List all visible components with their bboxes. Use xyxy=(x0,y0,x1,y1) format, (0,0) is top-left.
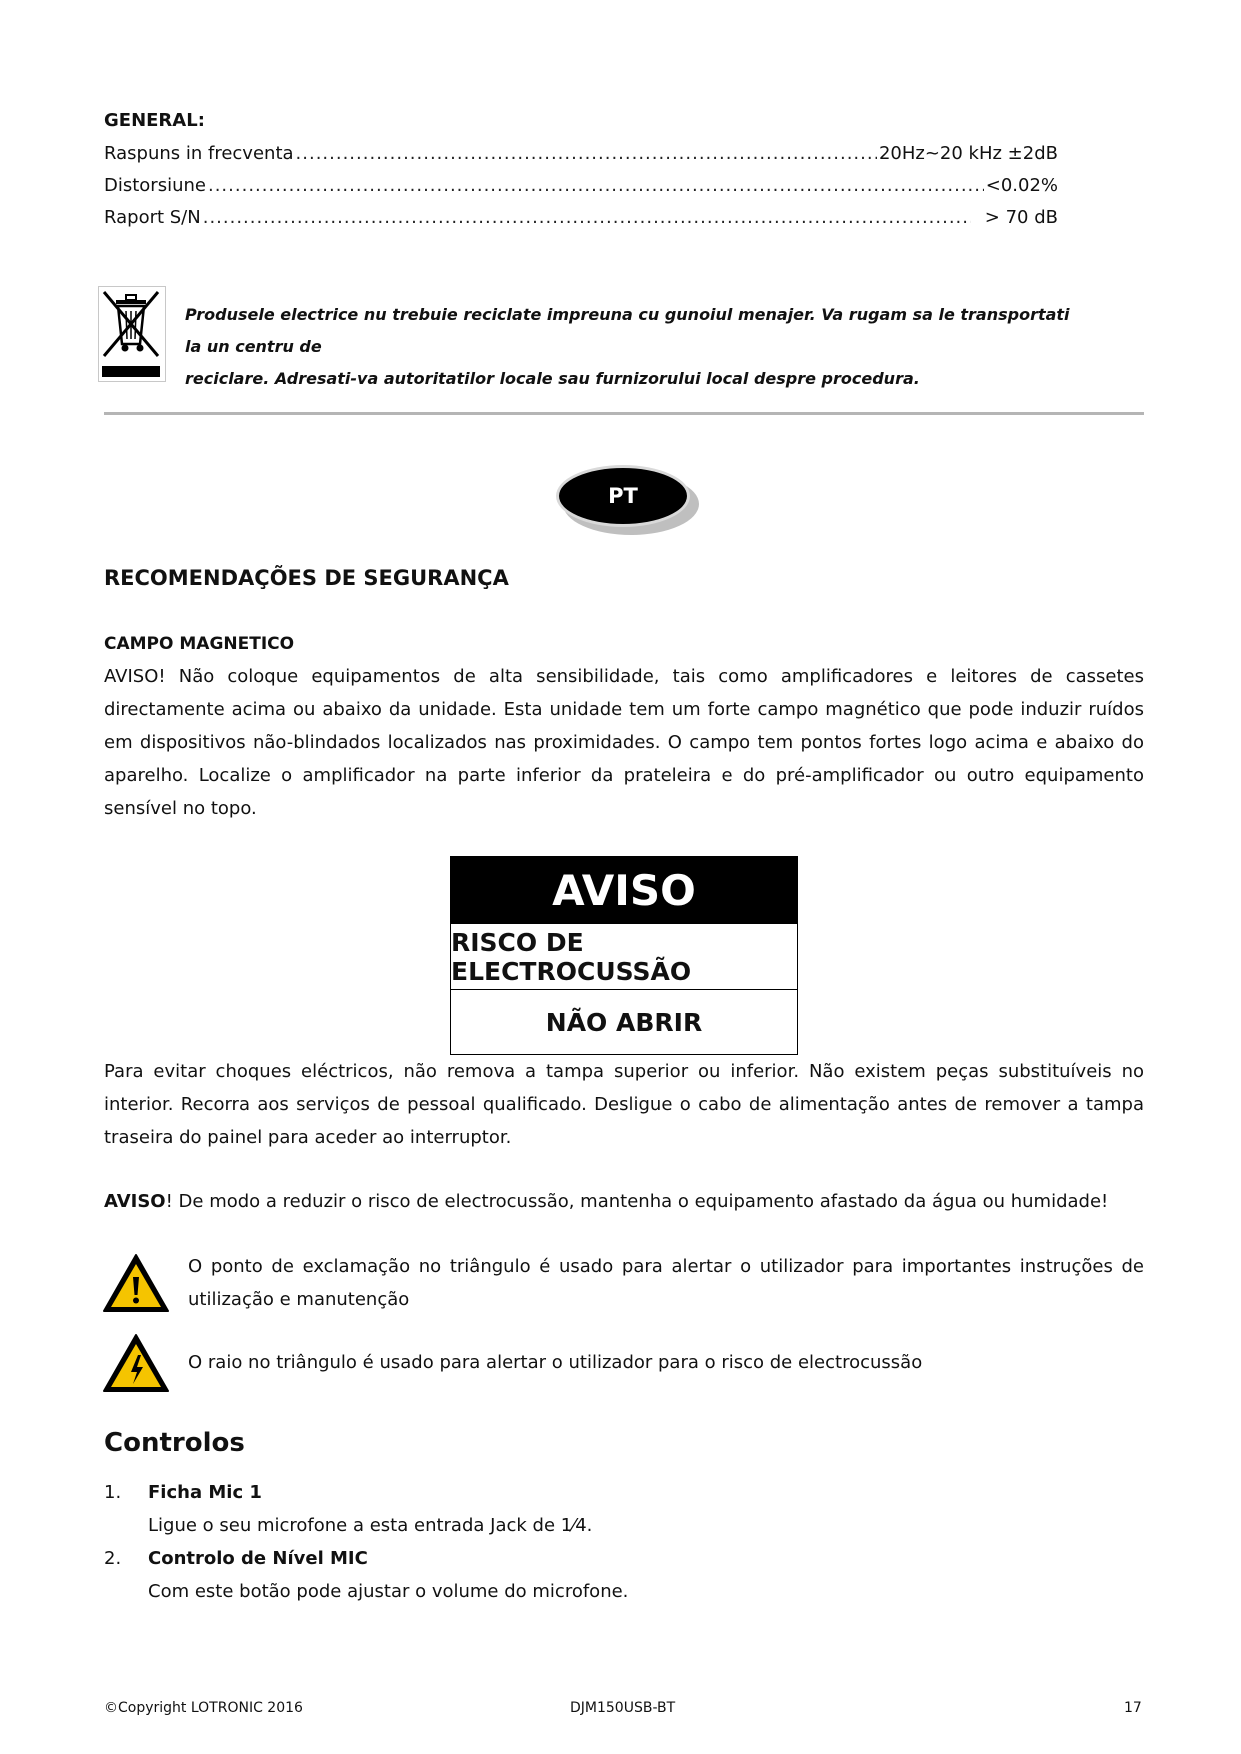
spec-row-snr xyxy=(104,201,1058,234)
warning-box-risk: RISCO DE ELECTROCUSSÃO xyxy=(451,923,797,989)
spec-value: > 70 dB xyxy=(984,207,1058,228)
spec-label: Distorsiune xyxy=(104,175,206,196)
spec-label: Raport S/N xyxy=(104,207,201,228)
footer-page-number: 17 xyxy=(1124,1700,1142,1716)
language-badge: PT xyxy=(556,465,690,527)
dot-leader xyxy=(296,137,877,170)
water-warning xyxy=(104,1185,1144,1218)
weee-bin-icon xyxy=(98,286,166,382)
magnetic-text: AVISO! Não coloque equipamentos de alta sensibilidade, tais como amplificadores e leitores de cassetes directamente acima ou abaixo da unidade. Esta unidade tem um forte campo magnético que pode induzir ruídos em dispositivos não-blindados localizados nas proximidades. O campo tem pontos fortes logo acima e abaixo do aparelho. Localize o amplificador na parte inferior da prateleira e do pré-amplificador ou outro equipamento sensível no topo. xyxy=(104,666,1144,819)
control-item-number: 2. xyxy=(104,1548,122,1569)
spec-label: Raspuns in frecventa xyxy=(104,143,294,164)
magnetic-heading: CAMPO MAGNETICO xyxy=(104,634,295,654)
spec-row-frequency xyxy=(104,137,1058,170)
control-item-number: 1. xyxy=(104,1482,122,1503)
control-item-title: Controlo de Nível MIC xyxy=(148,1548,368,1569)
control-item-2 xyxy=(104,1542,1144,1608)
section-divider xyxy=(104,412,1144,415)
footer-model: DJM150USB-BT xyxy=(570,1700,676,1716)
exclamation-triangle-icon xyxy=(102,1253,170,1313)
lightning-triangle-icon xyxy=(102,1333,170,1393)
dot-leader xyxy=(203,201,971,234)
controls-title: Controlos xyxy=(104,1428,245,1458)
spec-row-distortion xyxy=(104,169,1058,202)
dot-leader xyxy=(208,169,984,202)
spec-value: 20Hz~20 kHz ±2dB xyxy=(878,143,1058,164)
control-item-desc: Com este botão pode ajustar o volume do microfone. xyxy=(148,1581,629,1602)
shock-text: Para evitar choques eléctricos, não remova a tampa superior ou inferior. Não existem peças substituíveis no interior. Recorra aos serviços de pessoal qualificado. Desligue o cabo de alimentação antes de remover a tampa traseira do painel para aceder ao interruptor. xyxy=(104,1061,1144,1148)
control-item-desc: Ligue o seu microfone a esta entrada Jack de 1⁄4. xyxy=(148,1515,593,1536)
control-item-1 xyxy=(104,1476,1144,1542)
recycle-notice xyxy=(185,299,1085,395)
safety-title: RECOMENDAÇÕES DE SEGURANÇA xyxy=(104,566,509,590)
spec-value: <0.02% xyxy=(985,175,1058,196)
lightning-symbol-text: O raio no triângulo é usado para alertar o utilizador para o risco de electrocussão xyxy=(188,1352,923,1373)
footer-copyright: ©Copyright LOTRONIC 2016 xyxy=(104,1700,303,1716)
exclamation-symbol-text: O ponto de exclamação no triângulo é usado para alertar o utilizador para importantes instruções de utilização e manutenção xyxy=(188,1256,1144,1310)
recycle-line-2: reciclare. Adresati-va autoritatilor locale sau furnizorului local despre procedura. xyxy=(185,369,920,388)
water-warning-label: AVISO xyxy=(104,1191,166,1212)
warning-box-do-not-open: NÃO ABRIR xyxy=(451,989,797,1055)
general-heading: GENERAL: xyxy=(104,110,205,131)
control-item-title: Ficha Mic 1 xyxy=(148,1482,262,1503)
electrocution-warning-box xyxy=(450,856,798,1055)
recycle-line-1: Produsele electrice nu trebuie reciclate impreuna cu gunoiul menajer. Va rugam sa le transportati la un centru de xyxy=(185,305,1070,356)
water-warning-text: ! De modo a reduzir o risco de electrocussão, mantenha o equipamento afastado da água ou humidade! xyxy=(165,1191,1109,1212)
warning-box-title: AVISO xyxy=(451,857,797,923)
